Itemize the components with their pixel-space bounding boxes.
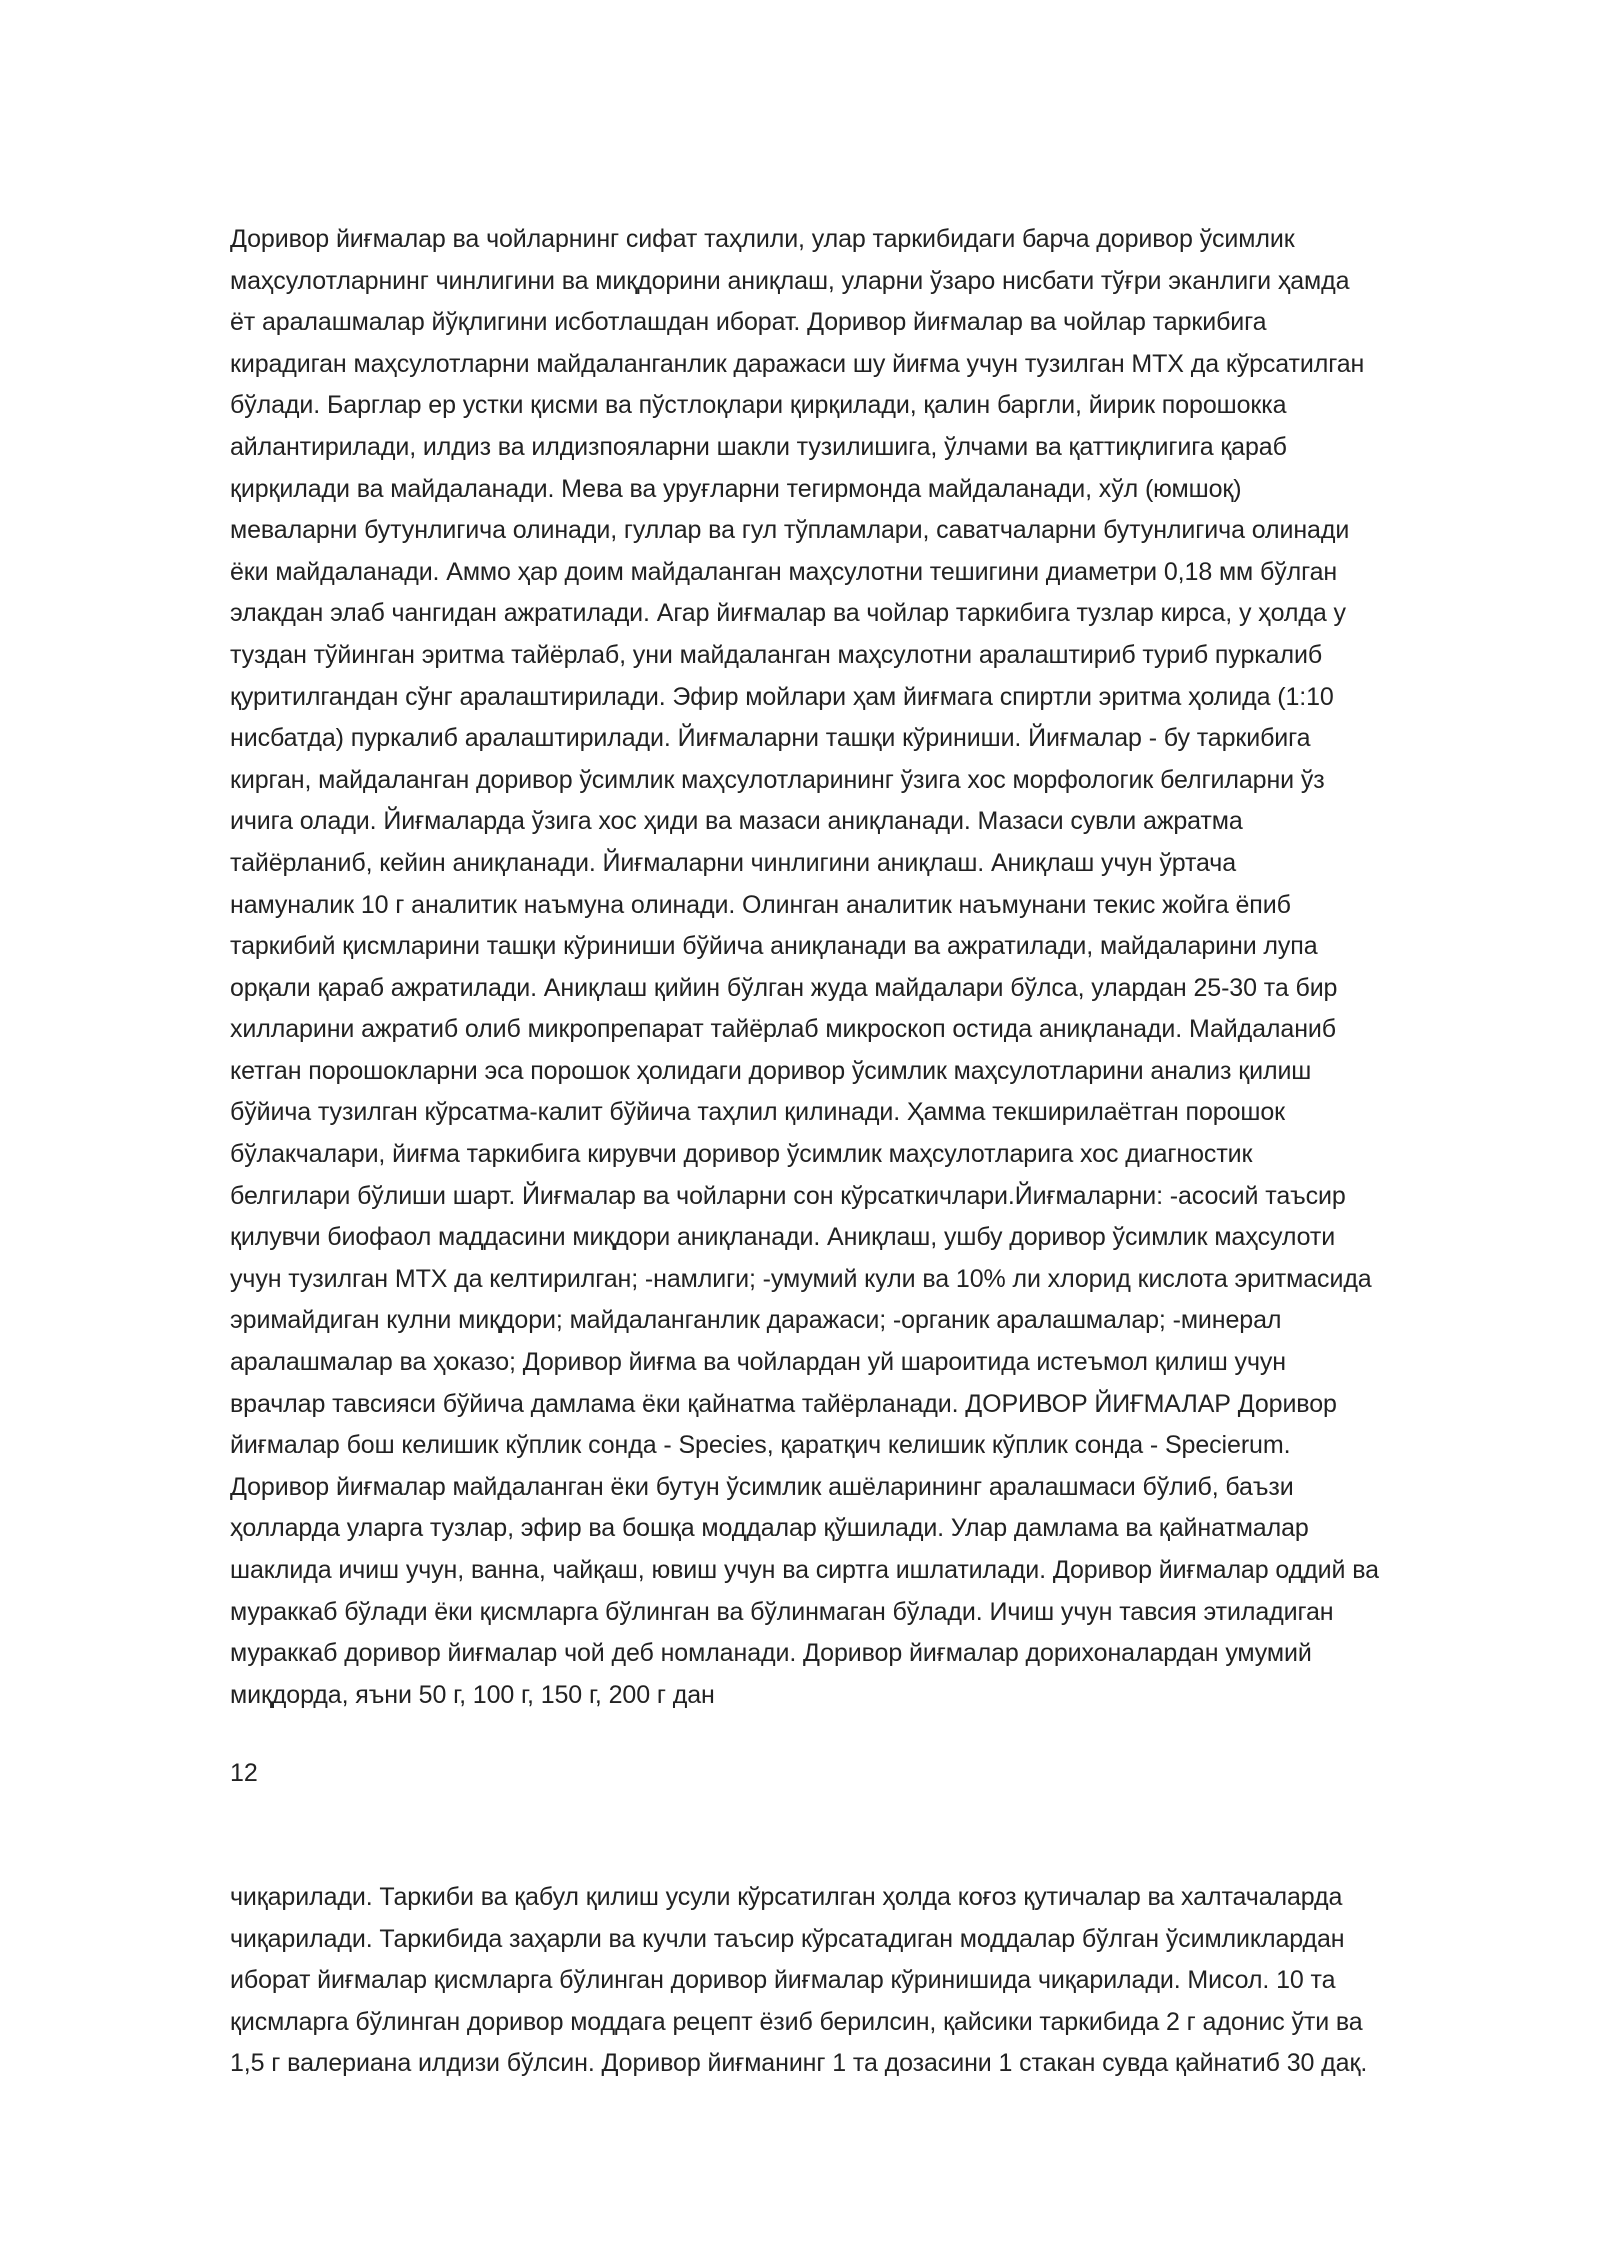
continued-paragraph	[230, 1877, 1498, 2085]
text-line: Доривор йиғмалар майдаланган ёки бутун ўсимлик ашёларининг аралашмаси бўлиб, баъзи	[230, 1472, 1294, 1501]
text-line: қисмларга бўлинган доривор моддага рецепт ёзиб берилсин, қайсики таркибида 2 г адонис ўти ва	[230, 2007, 1363, 2036]
text-line: туздан тўйинган эритма тайёрлаб, уни майдаланган маҳсулотни аралаштириб туриб пуркалиб	[230, 640, 1323, 669]
text-line: хилларини ажратиб олиб микропрепарат тайёрлаб микроскоп остида аниқланади. Майдаланиб	[230, 1015, 1337, 1044]
text-line: намуналик 10 г аналитик наъмуна олинади. Олинган аналитик наъмунани текис жойга ёпиб	[230, 890, 1291, 919]
text-line: кирган, майдаланган доривор ўсимлик маҳсулотларининг ўзига хос морфологик белгиларни ўз	[230, 765, 1325, 794]
text-line: аралашмалар ва ҳоказо; Доривор йиғма ва чойлардан уй шароитида истеъмол қилиш учун	[230, 1348, 1286, 1377]
text-line: элакдан элаб чангидан ажратилади. Агар йиғмалар ва чойлар таркибига тузлар кирса, у ҳолда у	[230, 599, 1346, 628]
text-line: шаклида ичиш учун, ванна, чайқаш, ювиш учун ва сиртга ишлатилади. Доривор йиғмалар оддий ва	[230, 1556, 1379, 1584]
text-line: ёт аралашмалар йўқлигини исботлашдан иборат. Доривор йиғмалар ва чойлар таркибига	[230, 308, 1267, 337]
text-line: меваларни бутунлигича олинади, гуллар ва гул тўпламлари, саватчаларни бутунлигича олинади	[230, 516, 1350, 545]
text-line: белгилари бўлиши шарт. Йиғмалар ва чойларни сон кўрсаткичлари.Йиғмаларни: -асосий таъсир	[230, 1181, 1346, 1210]
text-line: чиқарилади. Таркиби ва қабул қилиш усули кўрсатилган ҳолда коғоз қутичалар ва халтачаларда	[230, 1883, 1343, 1911]
text-line: иборат йиғмалар қисмларга бўлинган доривор йиғмалар кўринишида чиқарилади. Мисол. 10 та	[230, 1966, 1336, 1995]
text-line: учун тузилган МТХ да келтирилган; -намлиги; -умумий кули ва 10% ли хлорид кислота эритмасида	[230, 1264, 1372, 1293]
text-line: қирқилади ва майдаланади. Мева ва уруғларни тегирмонда майдаланади, хўл (юмшоқ)	[230, 474, 1242, 503]
text-line: бўлакчалари, йиғма таркибига кирувчи доривор ўсимлик маҳсулотларига хос диагностик	[230, 1140, 1253, 1169]
main-paragraph	[230, 219, 1498, 1716]
text-line: ҳолларда уларга тузлар, эфир ва бошқа моддалар қўшилади. Улар дамлама ва қайнатмалар	[230, 1514, 1309, 1543]
text-line: тайёрланиб, кейин аниқланади. Йиғмаларни чинлигини аниқлаш. Аниқлаш учун ўртача	[230, 848, 1237, 877]
text-line: ичига олади. Йиғмаларда ўзига хос ҳиди ва мазаси аниқланади. Мазаси сувли ажратма	[230, 807, 1243, 836]
text-line: қуритилгандан сўнг аралаштирилади. Эфир мойлари ҳам йиғмага спиртли эритма ҳолида (1:10	[230, 682, 1334, 711]
text-line: кетган порошокларни эса порошок ҳолидаги доривор ўсимлик маҳсулотларини анализ қилиш	[230, 1056, 1312, 1085]
text-line: ёки майдаланади. Аммо ҳар доим майдаланган маҳсулотни тешигини диаметри 0,18 мм бўлган	[230, 557, 1338, 586]
text-line: Доривор йиғмалар ва чойларнинг сифат таҳлили, улар таркибидаги барча доривор ўсимлик	[230, 225, 1295, 253]
text-line: нисбатда) пуркалиб аралаштирилади. Йиғмаларни ташқи кўриниши. Йиғмалар - бу таркибига	[230, 724, 1311, 753]
text-line: қилувчи биофаол маддасини миқдори аниқланади. Аниқлаш, ушбу доривор ўсимлик маҳсулоти	[230, 1223, 1336, 1252]
text-line: бўлади. Барглар ер устки қисми ва пўстлоқлари қирқилади, қалин баргли, йирик порошокка	[230, 391, 1287, 420]
text-line: мураккаб бўлади ёки қисмларга бўлинган ва бўлинмаган бўлади. Ичиш учун тавсия этиладиган	[230, 1597, 1334, 1626]
text-line: айлантирилади, илдиз ва илдизпояларни шакли тузилишига, ўлчами ва қаттиқлигига қараб	[230, 432, 1287, 461]
page-number: 12	[230, 1759, 258, 1787]
text-line: эримайдиган кулни миқдори; майдаланганлик даражаси; -органик аралашмалар; -минерал	[230, 1306, 1282, 1335]
text-line: мураккаб доривор йиғмалар чой деб номланади. Доривор йиғмалар дорихоналардан умумий	[230, 1639, 1312, 1668]
text-line: 1,5 г валериана илдизи бўлсин. Доривор йиғманинг 1 та дозасини 1 стакан сувда қайнатиб 30 дақ.	[230, 2049, 1368, 2078]
text-line: йиғмалар бош келишик кўплик сонда - Species, қаратқич келишик кўплик сонда - Specierum.	[230, 1431, 1291, 1460]
text-line: кирадиган маҳсулотларни майдаланганлик даражаси шу йиғма учун тузилган МТХ да кўрсатилган	[230, 349, 1365, 378]
text-line: орқали қараб ажратилади. Аниқлаш қийин бўлган жуда майдалари бўлса, улардан 25-30 та бир	[230, 973, 1338, 1002]
text-line: миқдорда, яъни 50 г, 100 г, 150 г, 200 г дан	[230, 1680, 715, 1709]
text-line: бўйича тузилган кўрсатма-калит бўйича таҳлил қилинади. Ҳамма текширилаётган порошок	[230, 1098, 1286, 1127]
text-line: чиқарилади. Таркибида заҳарли ва кучли таъсир кўрсатадиган моддалар бўлган ўсимликлардан	[230, 1924, 1345, 1953]
text-line: врачлар тавсияси бўйича дамлама ёки қайнатма тайёрланади. ДОРИВОР ЙИҒМАЛАР Доривор	[230, 1389, 1337, 1418]
text-line: маҳсулотларнинг чинлигини ва миқдорини аниқлаш, уларни ўзаро нисбати тўғри эканлиги ҳамда	[230, 266, 1350, 295]
text-line: таркибий қисмларини ташқи кўриниши бўйича аниқланади ва ажратилади, майдаларини лупа	[230, 932, 1318, 961]
